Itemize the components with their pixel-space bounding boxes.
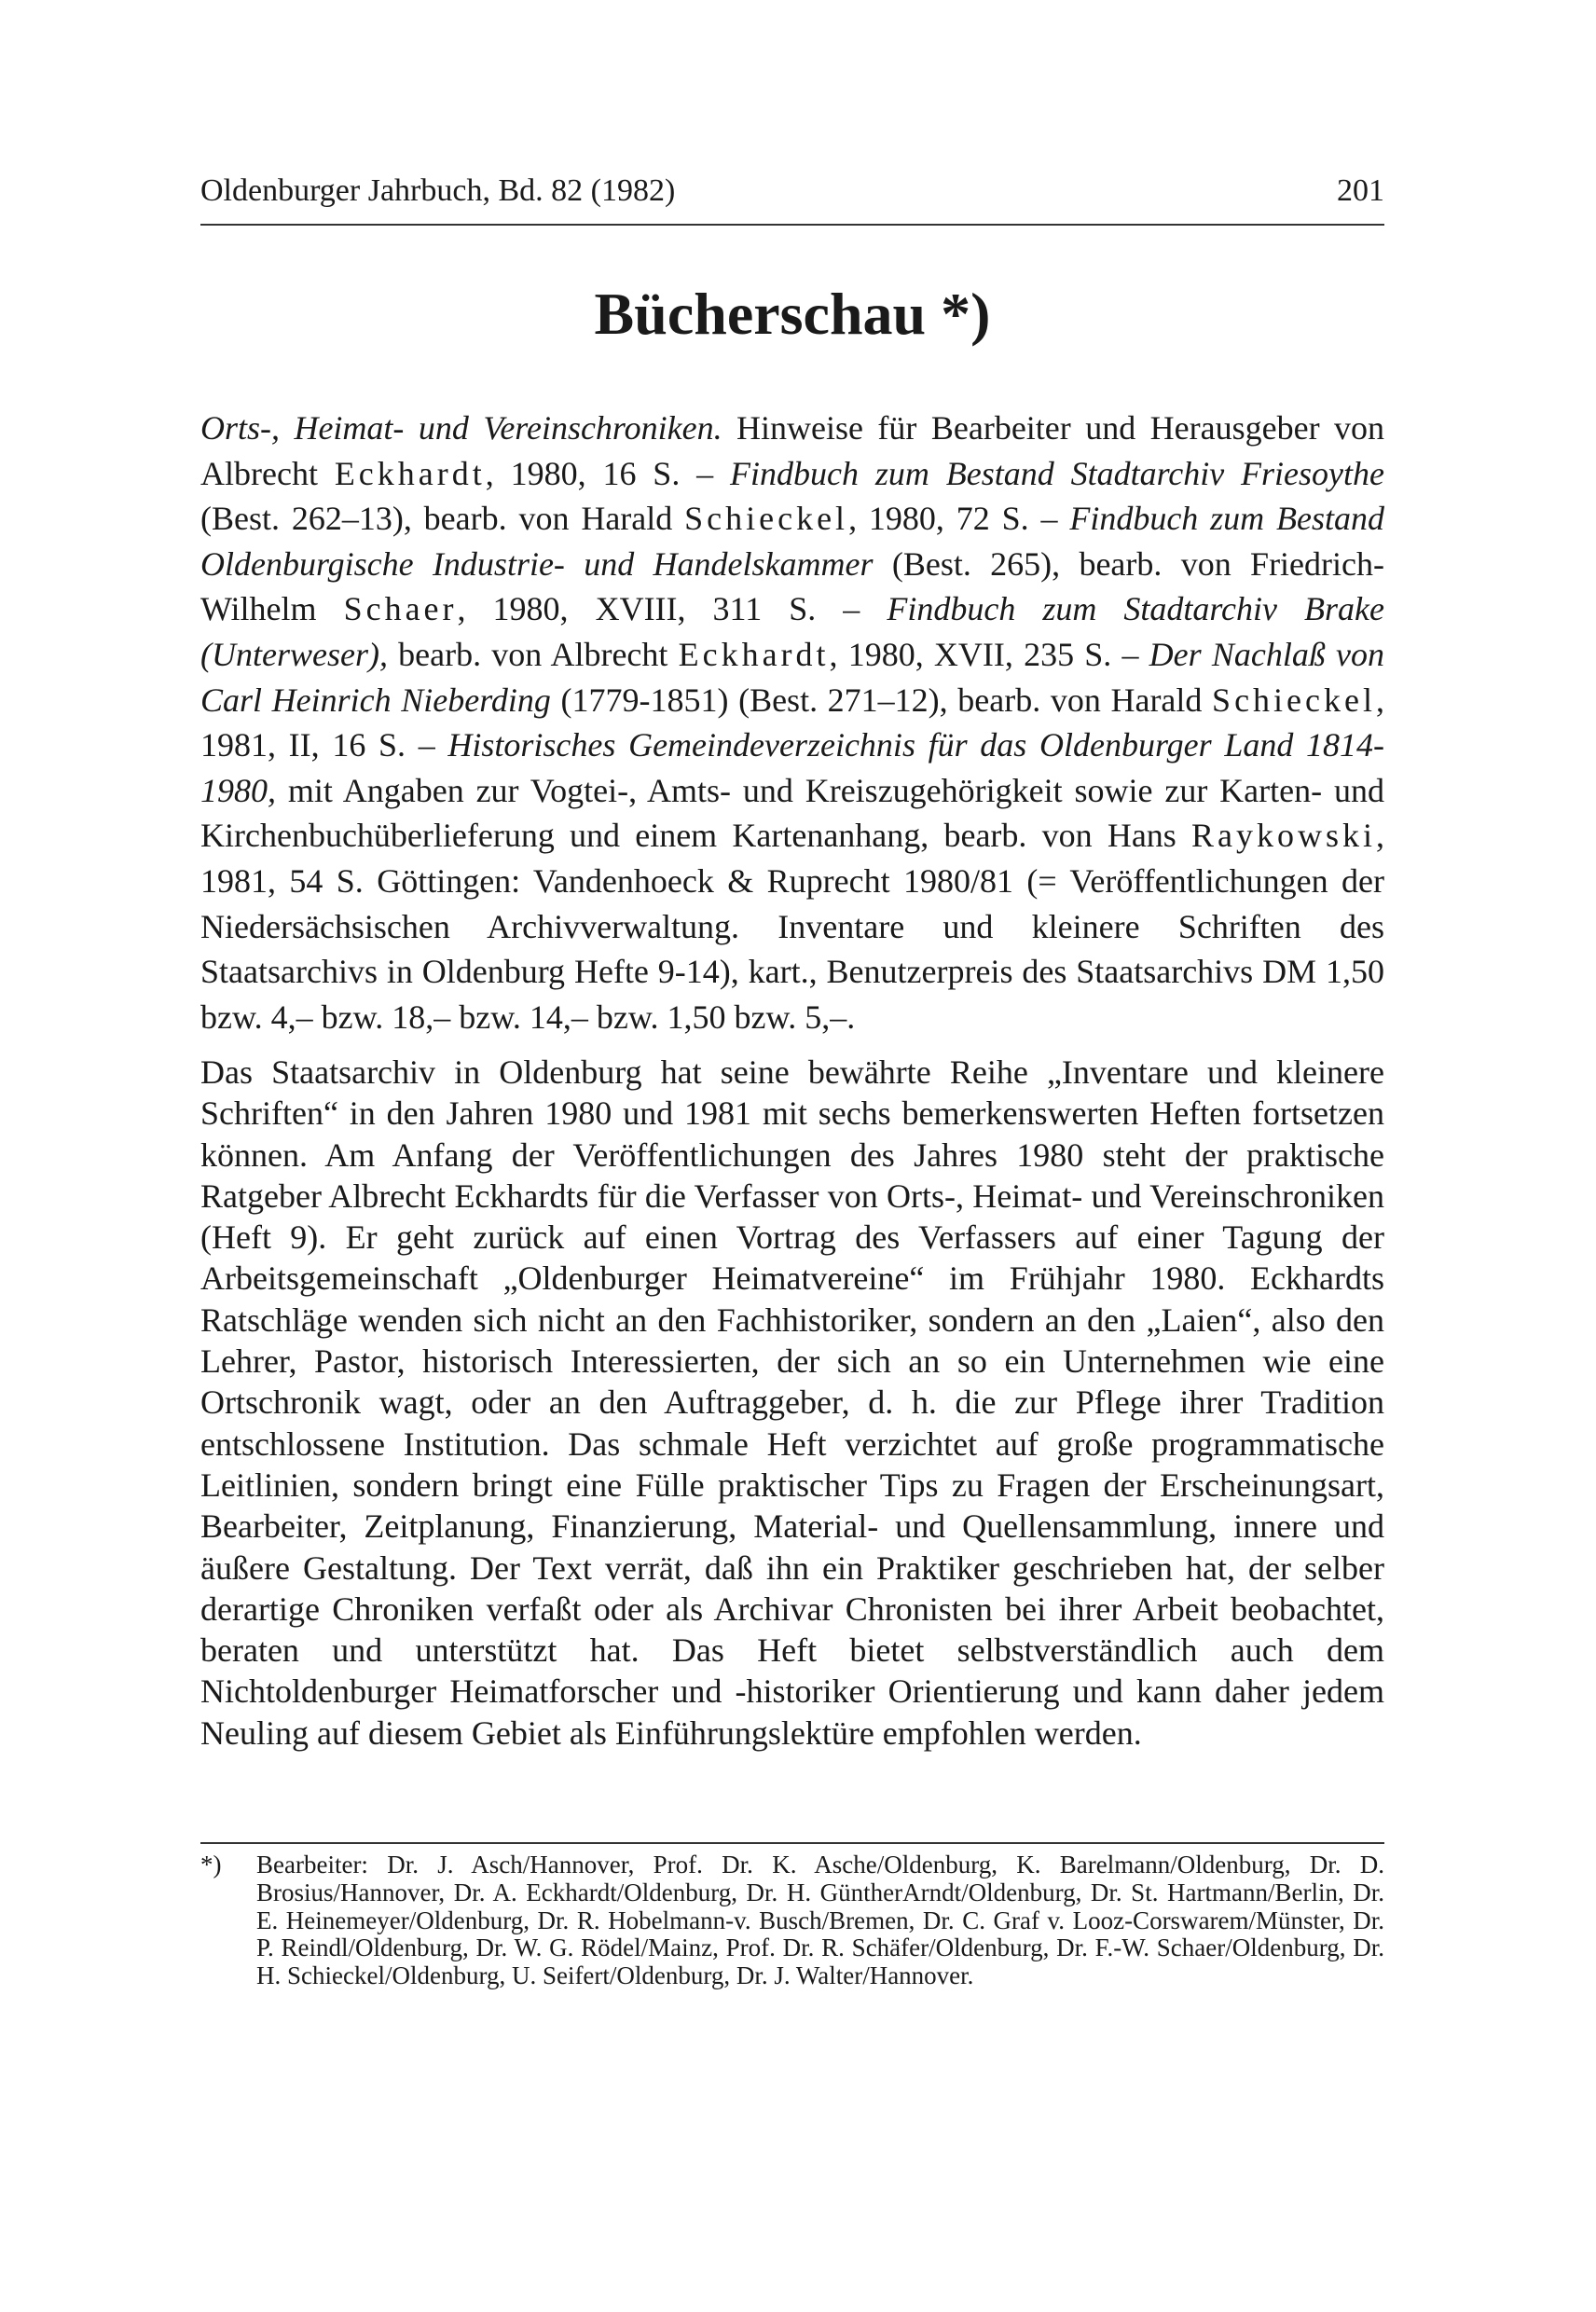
entry-text: , 1980, XVII, 235 S. – (829, 635, 1149, 673)
footnote-marker: *) (200, 1851, 222, 1878)
entry-text: , 1981, 54 S. Göttingen: Vandenhoeck & Ruprecht 1980/81 (= Veröffentlichungen der Niedersächsischen Archivverwaltung. Inventare und kleinere Schriften des Staatsarchivs in Oldenburg Hefte 9-14), kart., Benutzerpreis des Staatsarchivs DM 1,50 bzw. 4,– bzw. 18,– bzw. 14,– bzw. 1,50 bzw. 5,–. (200, 817, 1384, 1036)
entry-text: , 1980, 16 S. – (485, 454, 731, 492)
page-number: 201 (1337, 173, 1384, 208)
entry-text: mit Angaben zur Vogtei-, Amts- und Kreiszugehörigkeit sowie zur Karten- und Kirchenbuchüberlieferung und einem Kartenanhang, bearb. von Hans (200, 771, 1384, 855)
work-title: Historisches Gemeindeverzeichnis für das Oldenburger Land 1814-1980, (200, 726, 1385, 809)
section-title: Bücherschau *) (594, 281, 991, 347)
entry-text: bearb. von Albrecht (387, 635, 679, 673)
work-title: Der Nachlaß von Carl Heinrich Nieberding (200, 635, 1385, 719)
footnote-rule (200, 1842, 1384, 1844)
entry-text: Hinweise für Bearbeiter und Herausgeber von Albrecht (200, 409, 1385, 492)
footnote (200, 1851, 1384, 1990)
author-name: Schaer (343, 590, 458, 628)
work-title: Findbuch zum Bestand Stadtarchiv Friesoythe (730, 454, 1385, 492)
journal-citation: Oldenburger Jahrbuch, Bd. 82 (1982) (200, 173, 676, 208)
footnote-text: Bearbeiter: Dr. J. Asch/Hannover, Prof. Dr. K. Asche/Oldenburg, K. Barelmann/Oldenburg, Dr. D. Brosius/Hannover, Dr. A. Eckhardt/Oldenburg, Dr. H. GüntherArndt/Oldenburg, Dr. St. Hartmann/Berlin, Dr. E. Heinemeyer/Oldenburg, Dr. R. Hobelmann-v. Busch/Bremen, Dr. C. Graf v. Looz-Corswarem/Münster, Dr. P. Reindl/Oldenburg, Dr. W. G. Rödel/Mainz, Prof. Dr. R. Schäfer/Oldenburg, Dr. F.-W. Schaer/Oldenburg, Dr. H. Schieckel/Oldenburg, U. Seifert/Oldenburg, Dr. J. Walter/Hannover. (256, 1851, 1384, 1990)
author-name: Eckhardt (678, 635, 830, 673)
bibliographic-entry (200, 406, 1384, 1039)
work-title: Orts-, Heimat- und Vereinschroniken. (200, 409, 722, 447)
running-header (200, 173, 1384, 209)
entry-text: , 1980, 72 S. – (848, 500, 1070, 538)
author-name: Eckhardt (334, 454, 486, 492)
author-name: Schieckel (684, 500, 849, 538)
author-name: Schieckel (1212, 681, 1376, 719)
header-rule (200, 224, 1384, 226)
work-title: Findbuch zum Stadtarchiv Brake (Unterweser), (200, 590, 1385, 673)
work-title: Findbuch zum Bestand Oldenburgische Industrie- und Handelskammer (200, 500, 1384, 583)
entry-text: (Best. 262–13), bearb. von Harald (200, 500, 685, 538)
entry-text: (1779-1851) (Best. 271–12), bearb. von Harald (550, 681, 1213, 719)
review-paragraph: Das Staatsarchiv in Oldenburg hat seine bewährte Reihe „Inventare und kleinere Schriften“ in den Jahren 1980 und 1981 mit sechs bemerkenswerten Heften fortsetzen können. Am Anfang der Veröffentlichungen des Jahres 1980 steht der praktische Ratgeber Albrecht Eckhardts für die Verfasser von Orts-, Heimat- und Vereinschroniken (Heft 9). Er geht zurück auf einen Vortrag des Verfassers auf einer Tagung der Arbeitsgemeinschaft „Oldenburger Heimatvereine“ im Frühjahr 1980. Eckhardts Ratschläge wenden sich nicht an den Fachhistoriker, sondern an den „Laien“, also den Lehrer, Pastor, historisch Interessierten, der sich an so ein Unternehmen wie eine Ortschronik wagt, oder an den Auftraggeber, d. h. die zur Pflege ihrer Tradition entschlossene Institution. Das schmale Heft verzichtet auf große programmatische Leitlinien, sondern bringt eine Fülle praktischer Tips zu Fragen der Erscheinungsart, Bearbeiter, Zeitplanung, Finanzierung, Material- und Quellensammlung, innere und äußere Gestaltung. Der Text verrät, daß ihn ein Praktiker geschrieben hat, der selber derartige Chroniken verfaßt oder als Archivar Chronisten bei ihrer Arbeit beobachtet, beraten und unterstützt hat. Das Heft bietet selbstverständlich auch dem Nichtoldenburger Heimatforscher und -historiker Orientierung und kann daher jedem Neuling auf diesem Gebiet als Einführungslektüre empfohlen werden. (200, 1053, 1384, 1752)
entry-text: , 1981, II, 16 S. – (200, 681, 1384, 764)
entry-text: (Best. 265), bearb. von Friedrich-Wilhelm (200, 544, 1384, 628)
entry-text: , 1980, XVIII, 311 S. – (457, 590, 887, 628)
author-name: Raykowski (1191, 817, 1376, 855)
